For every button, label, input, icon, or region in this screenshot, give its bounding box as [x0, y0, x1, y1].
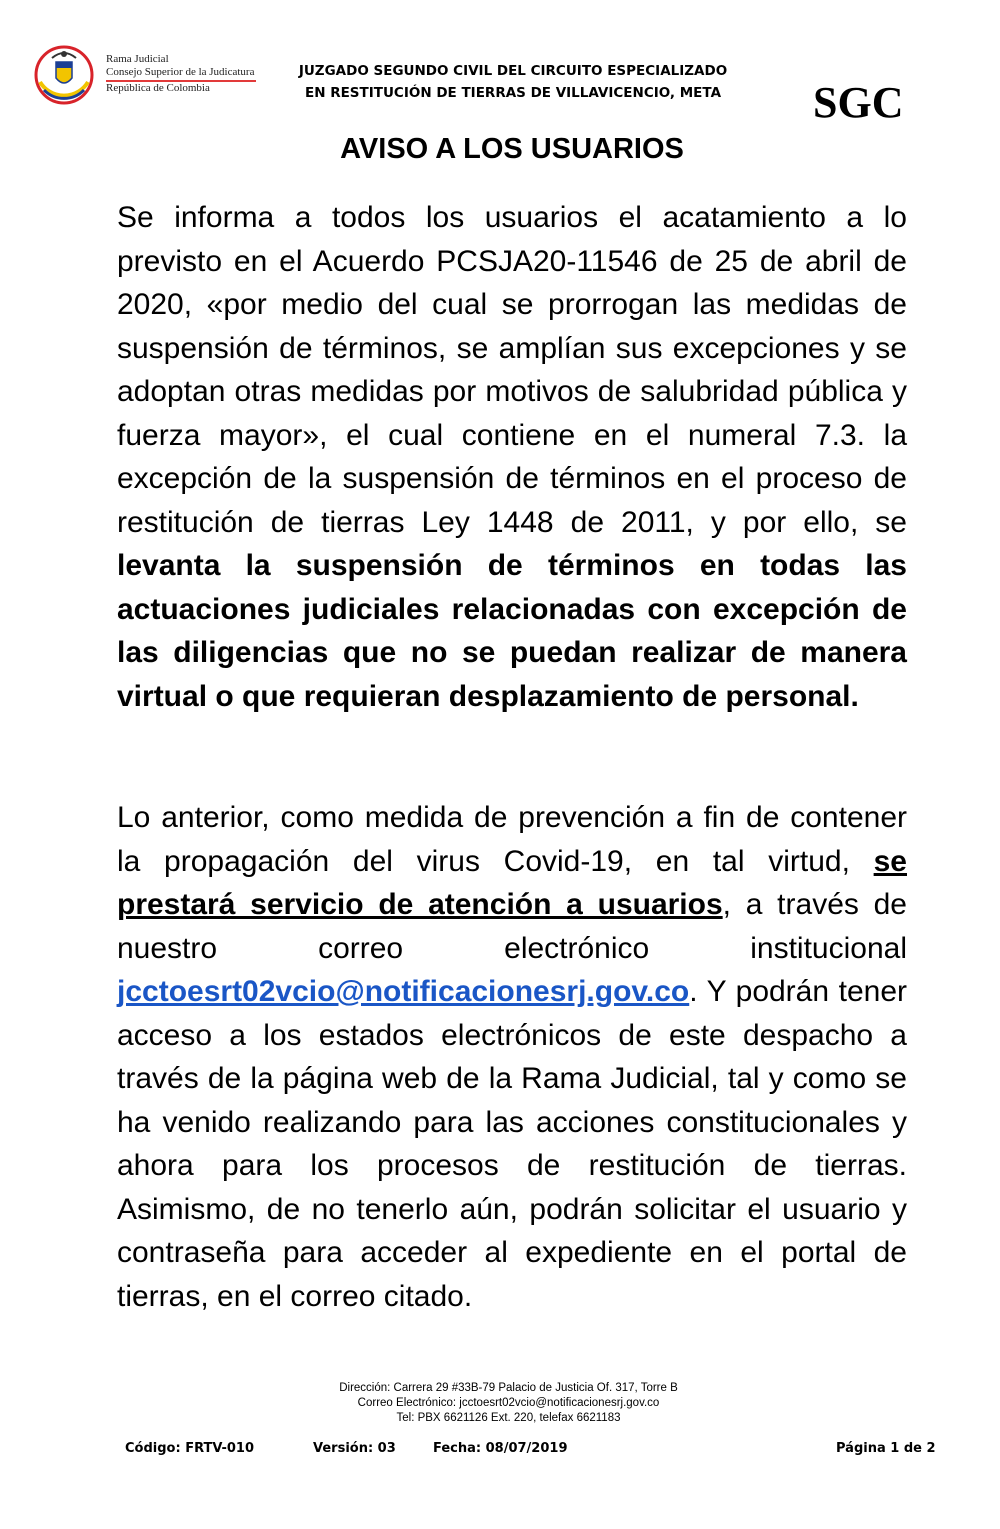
email-link[interactable]: jcctoesrt02vcio@notificacionesrj.gov.co: [117, 975, 690, 1008]
org-line-republica: República de Colombia: [106, 82, 210, 94]
paragraph-1-text: Se informa a todos los usuarios el acatamiento a lo previsto en el Acuerdo PCSJA20-11546 de 25 de abril de 2020, «por medio del cual se prorrogan las medidas de suspensión de términos, se amplían sus excepciones y se adoptan otras medidas por motivos de salubridad pública y fuerza mayor», el cual contiene en el numeral 7.3. la excepción de la suspensión de términos en el proceso de restitución de tierras Ley 1448 de 2011, y por ello, se: [117, 201, 907, 539]
org-line-rama-judicial: Rama Judicial: [106, 53, 169, 65]
footer-phone: Tel: PBX 6621126 Ext. 220, telefax 6621183: [396, 1412, 621, 1424]
sgc-mark: SGC: [813, 78, 904, 127]
paragraph-1: [117, 196, 907, 718]
paragraph-1-bold: levanta la suspensión de términos en todas las actuaciones judiciales relacionadas con excepción de las diligencias que no se puedan realizar de manera virtual o que requieran desplazamiento de personal.: [117, 549, 907, 713]
court-line-2: EN RESTITUCIÓN DE TIERRAS DE VILLAVICENCIO, META: [304, 85, 722, 101]
paragraph-2-text-c: . Y podrán tener acceso a los estados electrónicos de este despacho a través de la página web de la Rama Judicial, tal y como se ha venido realizando para las acciones constitucionales y ahora para los procesos de restitución de tierras. Asimismo, de no tenerlo aún, podrán solicitar el usuario y contraseña para acceder al expediente en el portal de tierras, en el correo citado.: [117, 975, 907, 1313]
paragraph-2-text-b: , a través de nuestro correo electrónico institucional: [117, 888, 907, 965]
service-notice: se prestará servicio de atención a usuarios: [117, 844, 907, 921]
page-number: Página 1 de 2: [836, 1441, 936, 1456]
footer-address: Dirección: Carrera 29 #33B-79 Palacio de Justicia Of. 317, Torre B: [339, 1382, 678, 1394]
document-title: AVISO A LOS USUARIOS: [340, 133, 684, 165]
court-name: [246, 60, 780, 104]
paragraph-2: [117, 796, 907, 1318]
footer-email: Correo Electrónico: jcctoesrt02vcio@notificacionesrj.gov.co: [357, 1397, 660, 1409]
rama-judicial-seal-icon: [34, 40, 94, 110]
document-date: Fecha: 08/07/2019: [433, 1441, 568, 1456]
org-line-consejo: Consejo Superior de la Judicatura: [106, 66, 255, 78]
court-line-1: JUZGADO SEGUNDO CIVIL DEL CIRCUITO ESPECIALIZADO: [298, 63, 728, 79]
organization-name: [106, 53, 254, 95]
document-code: Código: FRTV-010: [125, 1441, 255, 1456]
paragraph-2-text-a: Lo anterior, como medida de prevención a fin de contener la propagación del virus Covid-19, en tal virtud,: [117, 801, 907, 878]
document-version: Versión: 03: [313, 1441, 396, 1456]
org-divider: [106, 80, 256, 82]
footer-contact: [216, 1381, 801, 1426]
